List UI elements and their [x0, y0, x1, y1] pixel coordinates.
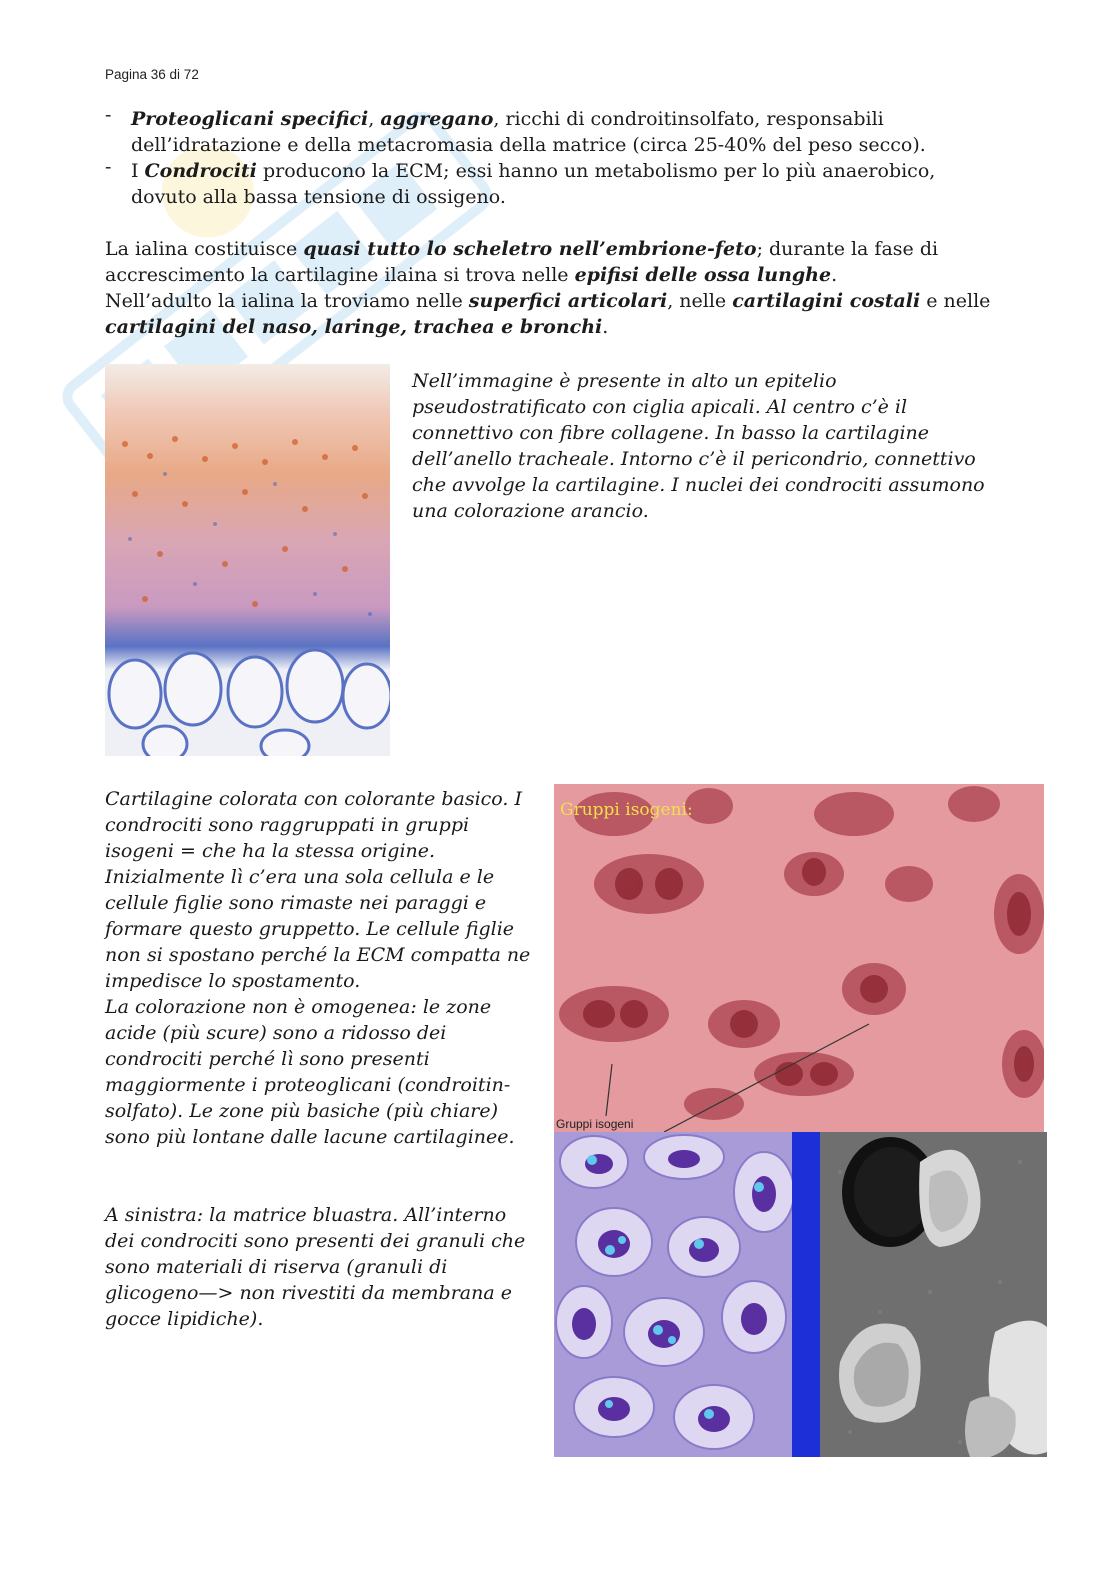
bullet-item-condrociti — [105, 158, 1005, 210]
bold-term: Proteoglicani specifici — [131, 108, 369, 130]
caption-basic-stain — [105, 786, 535, 1150]
pink-figure-label: Gruppi isogeni — [556, 1117, 634, 1131]
dash-marker: - — [105, 104, 112, 126]
blue-divider — [792, 1132, 820, 1457]
purple-chondrocytes-micrograph — [554, 1132, 792, 1457]
text-run: e nelle — [920, 290, 991, 312]
text-run: I — [131, 160, 145, 182]
text-run: Nell’adulto la ialina la troviamo nelle — [105, 290, 469, 312]
bold-term: epifisi delle ossa lunghe — [574, 264, 832, 286]
caption-left-matrix: A sinistra: la matrice bluastra. All’interno dei condrociti sono presenti dei granuli che sono materiali di riserva (granuli di glicogeno—> non rivestiti da membrana e gocce lipidiche). — [105, 1204, 526, 1330]
bullet-item-proteoglicani — [105, 106, 1005, 158]
paragraph-ialina — [105, 236, 1005, 340]
sem-micrograph — [820, 1132, 1047, 1457]
text-run: , — [368, 108, 381, 130]
text-run: , nelle — [667, 290, 733, 312]
dash-marker: - — [105, 156, 112, 178]
text-run: , ricchi di condroitinsolfato, responsabili dell’idratazione e della metacromasia della matrice (circa 25-40% del peso secco). — [131, 108, 926, 156]
caption-basic-stain-text: Cartilagine colorata con colorante basico. I condrociti sono raggruppati in gruppi isogeni = che ha la stessa origine. Inizialmente lì c’era una sola cellula e le cellule figlie sono rimaste nei paraggi e formare questo gruppetto. Le cellule figlie non si spostano perché la ECM compatta ne impedisce lo spostamento. — [105, 788, 531, 992]
bold-term: superfici articolari — [468, 290, 668, 312]
text-run: producono la ECM; essi hanno un metabolismo per lo più anaerobico, dovuto alla bassa tensione di ossigeno. — [131, 160, 936, 208]
bold-term: cartilagini costali — [732, 290, 921, 312]
text-run: La ialina costituisce — [105, 238, 304, 260]
trachea-micrograph — [105, 364, 390, 756]
isogenous-groups-micrograph — [554, 784, 1044, 1132]
caption-trachea: Nell’immagine è presente in alto un epitelio pseudostratificato con ciglia apicali. Al centro c’è il connettivo con fibre collagene. In basso la cartilagine dell’anello tracheale. Intorno c’è il pericondrio, connettivo che avvolge la cartilagine. I nuclei dei condrociti assumono una colorazione arancio. — [412, 370, 985, 522]
bold-term: Condrociti — [144, 160, 257, 182]
bold-term: aggregano — [380, 108, 494, 130]
text-run: . — [831, 264, 838, 286]
bold-term: cartilagini del naso, laringe, trachea e bronchi — [105, 316, 603, 338]
caption-coloring-text: La colorazione non è omogenea: le zone acide (più scure) sono a ridosso dei condrociti perché lì sono presenti maggiormente i proteoglicani (condroitin-solfato). Le zone più basiche (più chiare) sono più lontane dalle lacune cartilaginee. — [105, 996, 515, 1148]
bold-term: quasi tutto lo scheletro nell’embrione-feto — [303, 238, 757, 260]
text-run: ; durante la fase di accrescimento la cartilagine ilaina si trova nelle — [105, 238, 939, 286]
pink-figure-title: Gruppi isogeni: — [560, 800, 693, 820]
page-number: Pagina 36 di 72 — [105, 67, 199, 82]
text-run: . — [602, 316, 609, 338]
bullet-list — [105, 106, 1005, 210]
